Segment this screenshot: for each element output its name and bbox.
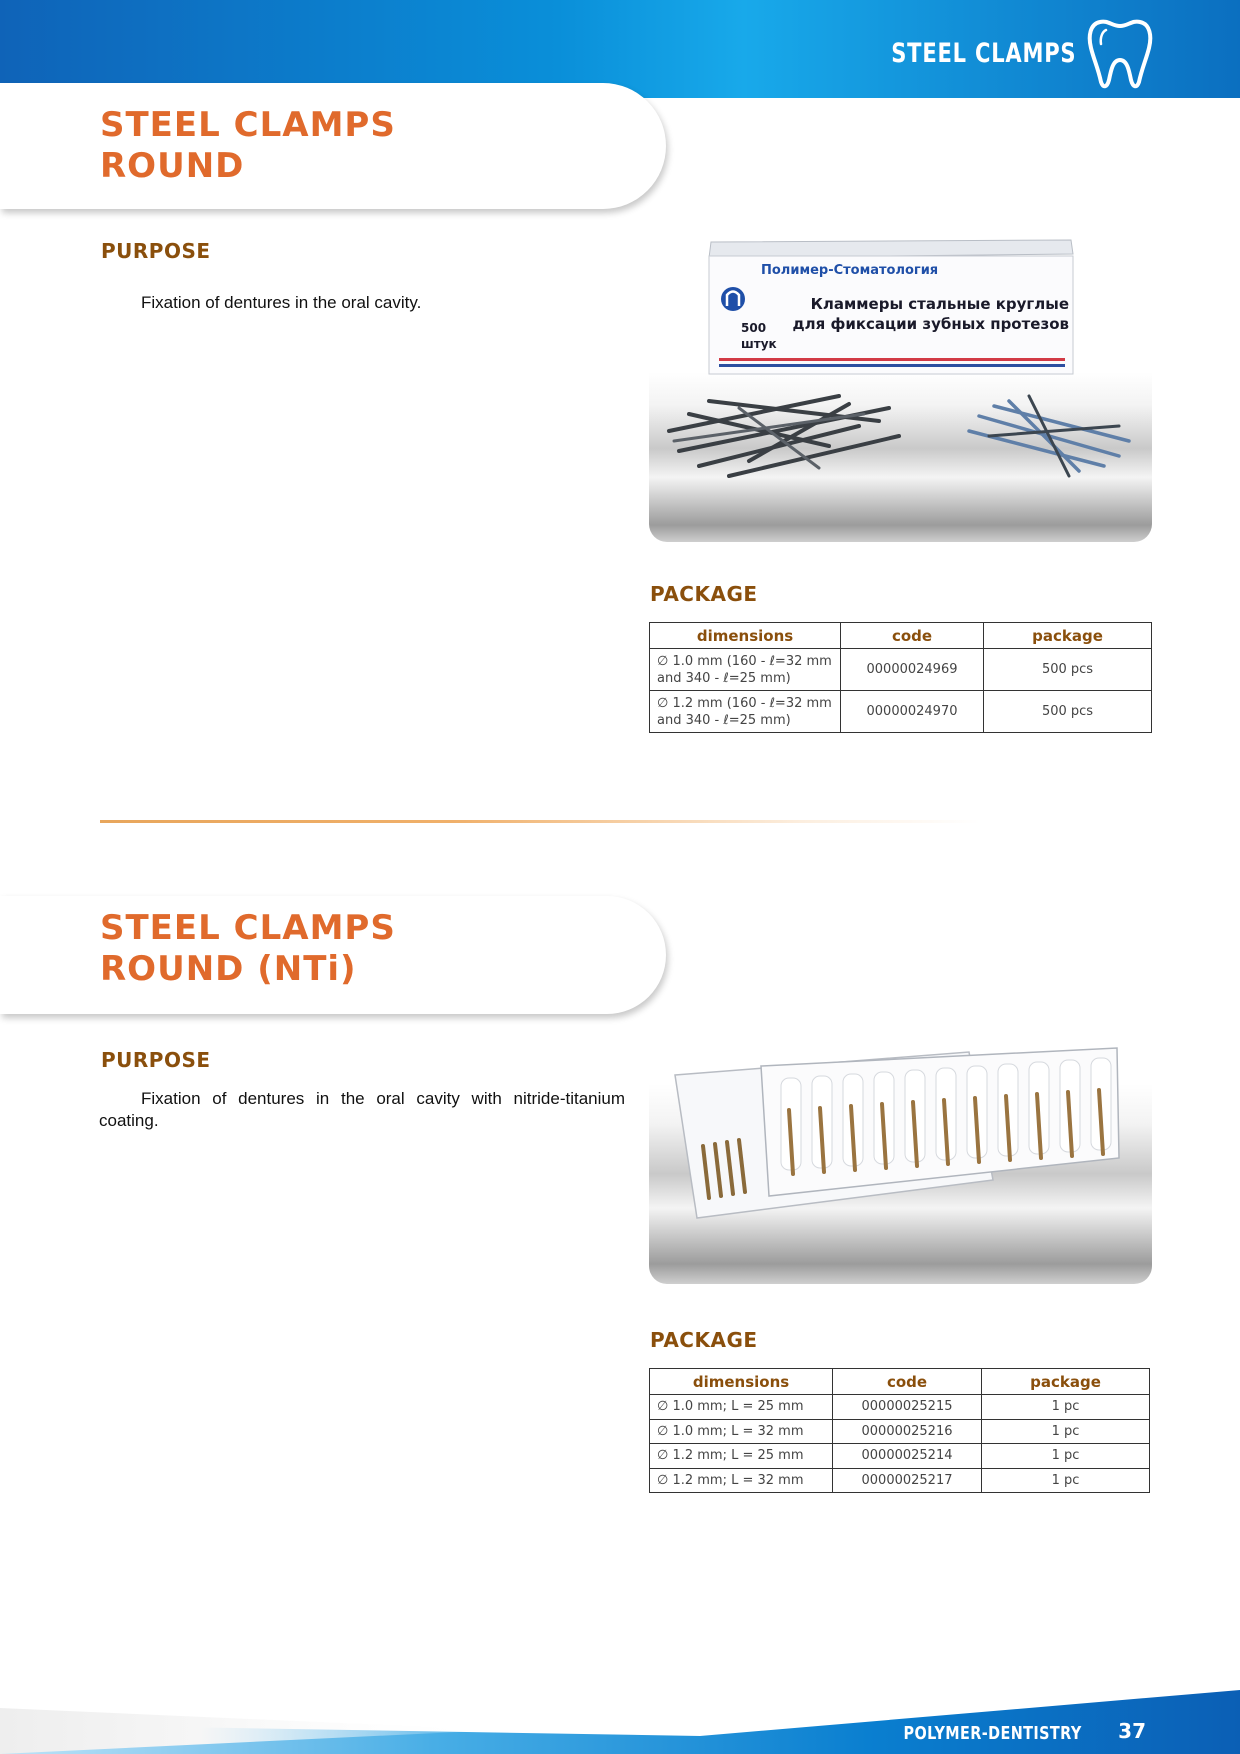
- cell-dimensions: [650, 649, 841, 691]
- table-row: [650, 1395, 1150, 1420]
- cell-package: 1 pc: [982, 1419, 1150, 1444]
- page-number: 37: [1118, 1719, 1146, 1743]
- table-row: [650, 649, 1152, 691]
- box-count-number: 500: [741, 321, 767, 335]
- box-brand-text: Полимер-Стоматология: [761, 263, 939, 278]
- cell-code: 00000025215: [833, 1395, 982, 1420]
- cell-code: 00000025217: [833, 1468, 982, 1493]
- product1-package-heading: PACKAGE: [650, 582, 758, 606]
- col-header-dimensions: dimensions: [650, 623, 841, 649]
- cell-dimensions: ∅ 1.0 mm; L = 32 mm: [650, 1419, 833, 1444]
- box-label: [769, 294, 1069, 334]
- col-header-code: code: [833, 1369, 982, 1395]
- cell-dimensions-line2: and 340 - ℓ=25 mm): [657, 670, 791, 686]
- product2-title: [100, 908, 396, 990]
- col-header-code: code: [841, 623, 984, 649]
- cell-code: 00000025214: [833, 1444, 982, 1469]
- product2-title-line1: STEEL CLAMPS: [100, 908, 396, 948]
- tooth-icon: [1086, 16, 1154, 90]
- table-header-row: [650, 1369, 1150, 1395]
- cell-package: 500 pcs: [984, 691, 1152, 733]
- box-count-unit: штук: [741, 337, 777, 351]
- product2-purpose-text: Fixation of dentures in the oral cavity with nitride-titanium coating.: [99, 1089, 625, 1130]
- product1-title-line2: ROUND: [100, 146, 245, 186]
- product1-purpose-text: Fixation of dentures in the oral cavity.: [141, 293, 422, 312]
- table-row: [650, 1444, 1150, 1469]
- product1-title-line1: STEEL CLAMPS: [100, 105, 396, 145]
- cell-dimensions: ∅ 1.0 mm; L = 25 mm: [650, 1395, 833, 1420]
- footer-brand: POLYMER-DENTISTRY: [903, 1723, 1082, 1744]
- product1-title: [100, 105, 396, 187]
- header-section-label: STEEL CLAMPS: [890, 38, 1076, 69]
- section-divider: [100, 820, 980, 823]
- product1-box-illustration: [649, 236, 1152, 542]
- cell-dimensions: ∅ 1.2 mm; L = 25 mm: [650, 1444, 833, 1469]
- cell-code: 00000025216: [833, 1419, 982, 1444]
- col-header-package: package: [982, 1369, 1150, 1395]
- cell-code: 00000024970: [841, 691, 984, 733]
- product2-title-tab: [0, 896, 666, 1014]
- cell-package: 1 pc: [982, 1395, 1150, 1420]
- cell-dimensions-line1: ∅ 1.0 mm (160 - ℓ=32 mm: [657, 653, 832, 669]
- product2-title-line2: ROUND (NTi): [100, 949, 357, 989]
- cell-code: 00000024969: [841, 649, 984, 691]
- table-header-row: [650, 623, 1152, 649]
- product2-package-table: [649, 1368, 1150, 1493]
- cell-dimensions: ∅ 1.2 mm; L = 32 mm: [650, 1468, 833, 1493]
- cell-dimensions-line1: ∅ 1.2 mm (160 - ℓ=32 mm: [657, 695, 832, 711]
- product1-photo: [649, 236, 1152, 542]
- cell-package: 1 pc: [982, 1468, 1150, 1493]
- product2-package-heading: PACKAGE: [650, 1328, 758, 1352]
- table-row: [650, 1468, 1150, 1493]
- cell-package: 500 pcs: [984, 649, 1152, 691]
- product2-blister-illustration: [649, 1040, 1152, 1284]
- table-row: [650, 1419, 1150, 1444]
- product1-title-tab: [0, 83, 666, 209]
- box-label-line2: для фиксации зубных протезов: [792, 315, 1069, 333]
- col-header-package: package: [984, 623, 1152, 649]
- cell-package: 1 pc: [982, 1444, 1150, 1469]
- cell-dimensions: [650, 691, 841, 733]
- product1-purpose-heading: PURPOSE: [101, 239, 211, 263]
- product2-purpose-heading: PURPOSE: [101, 1048, 211, 1072]
- col-header-dimensions: dimensions: [650, 1369, 833, 1395]
- product1-package-table: [649, 622, 1152, 733]
- table-row: [650, 691, 1152, 733]
- box-count: [741, 320, 777, 352]
- cell-dimensions-line2: and 340 - ℓ=25 mm): [657, 712, 791, 728]
- box-label-line1: Кламмеры стальные круглые: [810, 295, 1069, 313]
- product2-photo: [649, 1040, 1152, 1284]
